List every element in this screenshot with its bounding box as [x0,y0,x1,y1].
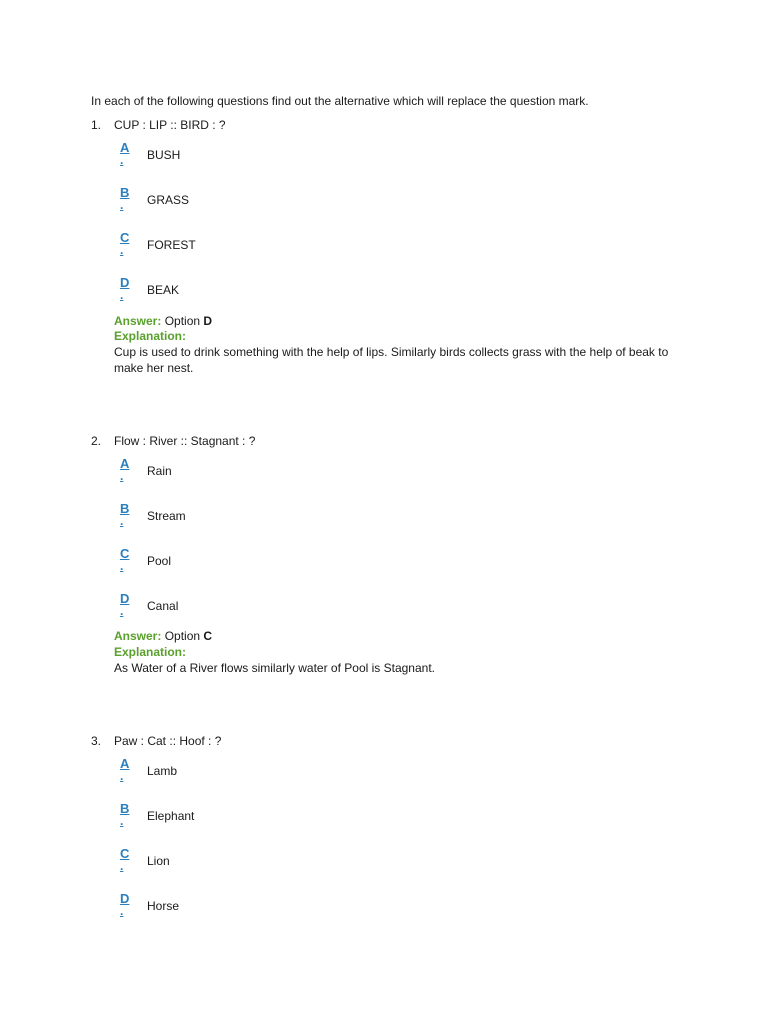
option-letter-link[interactable]: D [120,591,130,606]
option-dot: . [120,288,124,302]
option-text: Stream [147,509,186,523]
option-letter-link[interactable]: D [120,275,130,290]
option-c[interactable] [120,547,520,583]
option-d[interactable] [120,592,520,628]
option-dot: . [120,814,124,828]
explanation-label: Explanation: [114,645,187,659]
option-b[interactable] [120,502,520,538]
answer-prefix: Option [164,629,201,643]
option-dot: . [120,198,124,212]
option-a[interactable] [120,457,520,493]
option-dot: . [120,243,124,257]
option-letter-link[interactable]: B [120,185,130,200]
option-b[interactable] [120,802,520,838]
option-text: GRASS [147,193,190,207]
option-dot: . [120,904,124,918]
option-text: BEAK [147,283,180,297]
question-text: Paw : Cat :: Hoof : ? [114,734,222,748]
explanation-text: Cup is used to drink something with the help of lips. Similarly birds collects grass with the help of beak to make her nest. [114,345,669,375]
option-text: BUSH [147,148,181,162]
option-dot: . [120,153,124,167]
option-text: Rain [147,464,172,478]
option-letter-link[interactable]: C [120,230,130,245]
option-text: Canal [147,599,179,613]
option-text: Pool [147,554,172,568]
answer-option: C [203,629,213,643]
question-number: 2. [91,434,102,448]
option-letter-link[interactable]: C [120,546,130,561]
option-letter-link[interactable]: A [120,756,130,771]
option-c[interactable] [120,847,520,883]
instructions-text: In each of the following questions find out the alternative which will replace the question mark. [91,94,589,108]
option-letter-link[interactable]: C [120,846,130,861]
option-dot: . [120,469,124,483]
option-text: Horse [147,899,180,913]
option-letter-link[interactable]: B [120,801,130,816]
option-dot: . [120,604,124,618]
option-b[interactable] [120,186,520,222]
answer-option: D [203,314,213,328]
option-dot: . [120,559,124,573]
answer-prefix: Option [164,314,201,328]
question-text: CUP : LIP :: BIRD : ? [114,118,226,132]
option-text: Lamb [147,764,178,778]
explanation-text: As Water of a River flows similarly water of Pool is Stagnant. [114,661,435,675]
option-text: FOREST [147,238,196,252]
question-number: 1. [91,118,102,132]
answer-label: Answer: [114,629,162,643]
option-text: Lion [147,854,170,868]
explanation-label: Explanation: [114,329,187,343]
option-letter-link[interactable]: A [120,140,130,155]
option-d[interactable] [120,892,520,928]
option-letter-link[interactable]: D [120,891,130,906]
answer-line [114,629,212,643]
option-dot: . [120,514,124,528]
option-letter-link[interactable]: A [120,456,130,471]
answer-line [114,314,212,328]
option-a[interactable] [120,757,520,793]
option-letter-link[interactable]: B [120,501,130,516]
question-number: 3. [91,734,102,748]
option-a[interactable] [120,141,520,177]
option-c[interactable] [120,231,520,267]
option-dot: . [120,769,124,783]
option-dot: . [120,859,124,873]
option-text: Elephant [147,809,195,823]
option-d[interactable] [120,276,520,312]
answer-label: Answer: [114,314,162,328]
question-text: Flow : River :: Stagnant : ? [114,434,256,448]
